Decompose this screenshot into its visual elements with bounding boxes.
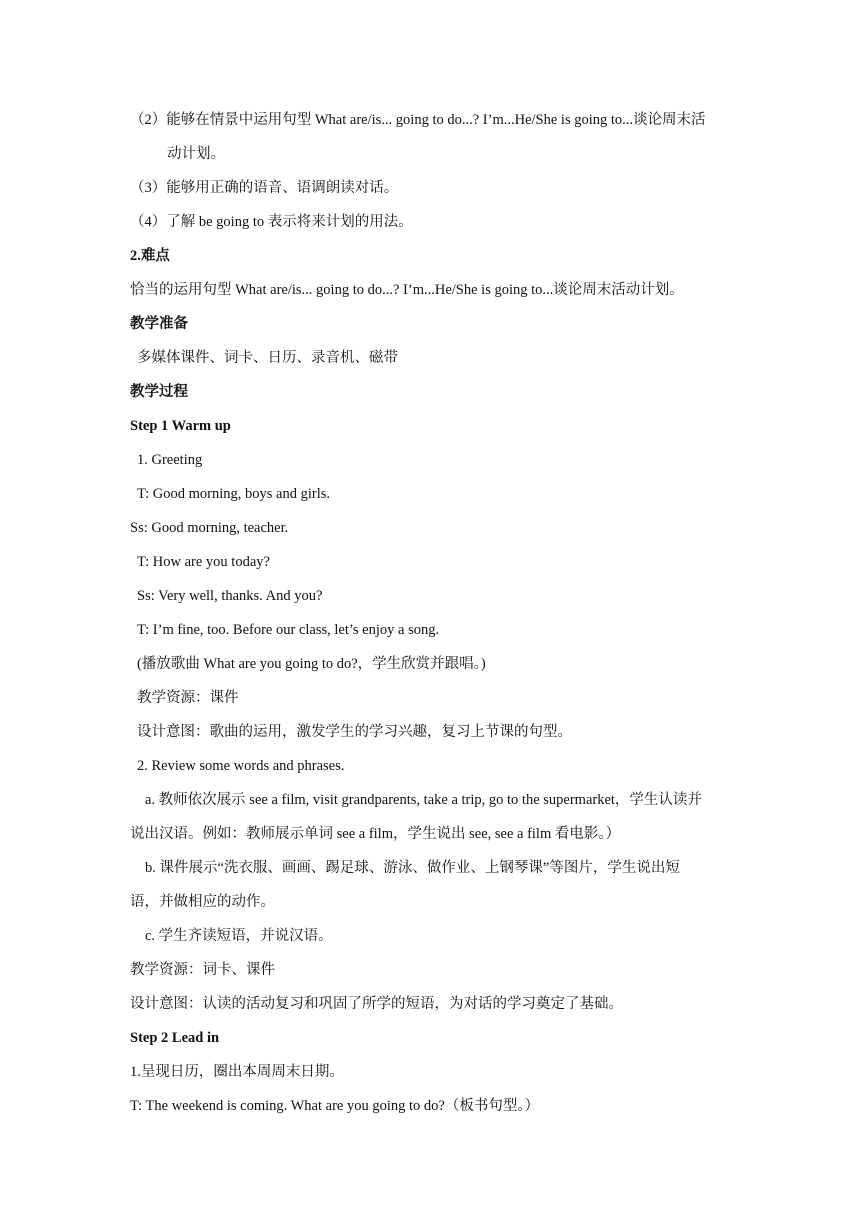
review-item-b: b. 课件展示“洗衣服、画画、踢足球、游泳、做作业、上钢琴课”等图片，学生说出短 bbox=[145, 860, 680, 876]
lead-in-item-1: 1.呈现日历，圈出本周周末日期。 bbox=[130, 1064, 344, 1080]
objective-2-continued: 动计划。 bbox=[167, 146, 225, 162]
greeting-title: 1. Greeting bbox=[137, 452, 203, 468]
dialogue-line: Ss: Very well, thanks. And you? bbox=[137, 588, 323, 604]
objective-3: （3）能够用正确的语音、语调朗读对话。 bbox=[130, 180, 399, 196]
objective-4: （4）了解 be going to 表示将来计划的用法。 bbox=[130, 214, 413, 230]
heading-process: 教学过程 bbox=[130, 384, 188, 400]
heading-preparation: 教学准备 bbox=[130, 316, 188, 332]
dialogue-line: T: Good morning, boys and girls. bbox=[137, 486, 331, 502]
heading-step-2: Step 2 Lead in bbox=[130, 1030, 220, 1046]
heading-difficulty: 2.难点 bbox=[130, 248, 170, 264]
song-note: (播放歌曲 What are you going to do?，学生欣赏并跟唱。) bbox=[137, 656, 486, 672]
dialogue-line: T: How are you today? bbox=[137, 554, 270, 570]
heading-step-1: Step 1 Warm up bbox=[130, 418, 231, 434]
review-title: 2. Review some words and phrases. bbox=[137, 758, 345, 774]
resource-note: 教学资源：词卡、课件 bbox=[130, 962, 275, 978]
review-item-a-continued: 说出汉语。例如：教师展示单词 see a film，学生说出 see, see a film 看电影。） bbox=[130, 826, 621, 842]
dialogue-line: T: I’m fine, too. Before our class, let’s enjoy a song. bbox=[137, 622, 440, 638]
review-item-c: c. 学生齐读短语，并说汉语。 bbox=[145, 928, 333, 944]
preparation-text: 多媒体课件、词卡、日历、录音机、磁带 bbox=[137, 350, 398, 366]
resource-note: 教学资源：课件 bbox=[137, 690, 239, 706]
design-intent: 设计意图：歌曲的运用，激发学生的学习兴趣，复习上节课的句型。 bbox=[137, 724, 572, 740]
review-item-b-continued: 语，并做相应的动作。 bbox=[130, 894, 275, 910]
objective-2: （2）能够在情景中运用句型 What are/is... going to do...? I’m...He/She is going to...谈论周末活 bbox=[130, 112, 706, 128]
dialogue-line: T: The weekend is coming. What are you going to do?（板书句型。） bbox=[130, 1098, 540, 1114]
difficulty-text: 恰当的运用句型 What are/is... going to do...? I’m...He/She is going to...谈论周末活动计划。 bbox=[130, 282, 684, 298]
dialogue-line: Ss: Good morning, teacher. bbox=[130, 520, 289, 536]
design-intent: 设计意图：认读的活动复习和巩固了所学的短语，为对话的学习奠定了基础。 bbox=[130, 996, 623, 1012]
review-item-a: a. 教师依次展示 see a film, visit grandparents, take a trip, go to the supermarket，学生认读并 bbox=[145, 792, 702, 808]
